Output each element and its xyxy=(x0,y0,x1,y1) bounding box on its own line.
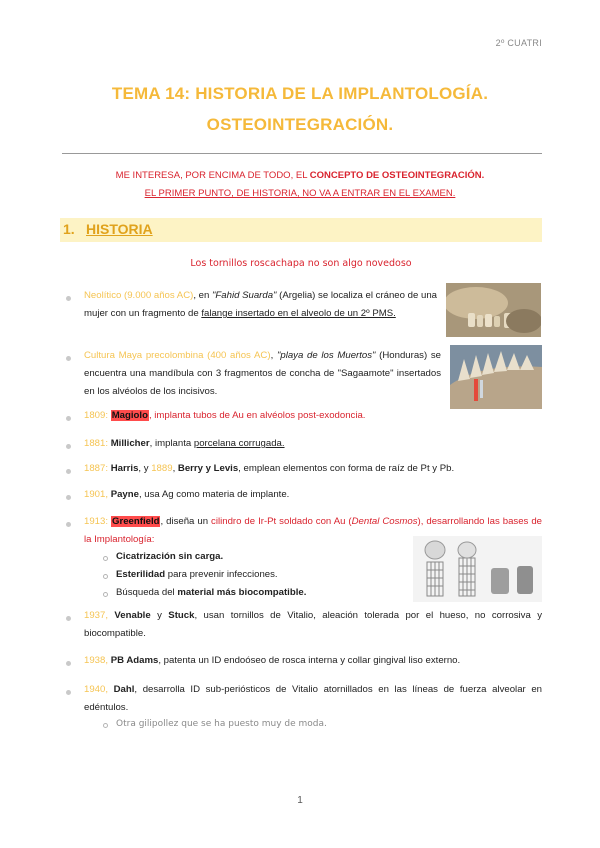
item-name: Dahl xyxy=(113,684,135,695)
sub-item-text: Búsqueda del xyxy=(116,587,178,598)
bullet-icon xyxy=(66,495,71,500)
section-name: HISTORIA xyxy=(86,221,153,237)
list-item-maya xyxy=(84,347,441,401)
title-divider xyxy=(62,153,542,154)
mandible-photo-icon xyxy=(450,345,542,409)
list-item-1937 xyxy=(84,607,542,643)
item-name: Greenfield xyxy=(112,516,160,527)
item-name: Magiolo xyxy=(111,410,148,421)
list-item-neolitico xyxy=(84,287,437,323)
list-item-1881 xyxy=(84,435,285,453)
header-tag: 2º CUATRI xyxy=(495,38,542,48)
greenfield-implant-photo xyxy=(413,536,542,602)
item-italic: Dental Cosmos xyxy=(351,516,418,527)
page-title xyxy=(60,78,540,140)
section-subtitle: Los tornillos roscachapa no son algo novedoso xyxy=(190,258,412,269)
item-text: y xyxy=(150,610,169,621)
section-number: 1. xyxy=(63,221,75,237)
title-line-2: OSTEOINTEGRACIÓN. xyxy=(206,115,394,134)
sub-item-3 xyxy=(116,584,306,602)
bullet-icon xyxy=(66,356,71,361)
page-number: 1 xyxy=(297,795,303,806)
item-date: 1913: xyxy=(84,516,109,527)
list-item-1901 xyxy=(84,486,289,504)
item-date: 1937, xyxy=(84,610,109,621)
bullet-icon xyxy=(66,522,71,527)
sub-item-bold: material más biocompatible. xyxy=(177,587,307,598)
sub-item-1 xyxy=(116,548,223,566)
item-name: Venable xyxy=(114,610,151,621)
bullet-icon xyxy=(66,690,71,695)
item-text: , implanta tubos de Au en alvéolos post-exodoncia. xyxy=(148,410,366,421)
list-item-1809 xyxy=(84,407,365,425)
item-text: , en xyxy=(193,290,213,301)
item-name: PB Adams xyxy=(110,655,159,666)
bullet-icon xyxy=(66,661,71,666)
item-text: ), desarrollando las bases de la Implantología: xyxy=(84,516,543,545)
item-date: 1809: xyxy=(84,410,109,421)
list-item-1887 xyxy=(84,460,454,478)
item-place: "Fahid Suarda" xyxy=(212,290,277,301)
item-name: Payne xyxy=(110,489,139,500)
sub-bullet-icon xyxy=(103,574,108,579)
item-text: (Argelia) se localiza el cráneo de una mujer con un fragmento de xyxy=(84,290,437,319)
list-item-1938 xyxy=(84,652,460,670)
item-text: , usan tornillos de Vitalio, aleación tolerada por el hueso, no corrosiva y biocompatible. xyxy=(84,610,542,639)
notice-text: ME INTERESA, POR ENCIMA DE TODO, EL xyxy=(115,170,310,181)
item-text: , xyxy=(172,463,178,474)
item-name: Millicher xyxy=(110,438,150,449)
sub-bullet-icon xyxy=(103,592,108,597)
item-date: 1881: xyxy=(84,438,109,449)
skull-photo-icon xyxy=(446,283,541,337)
item-text: cilindro de Ir-Pt soldado con Au ( xyxy=(211,516,352,527)
item-date: Neolítico (9.000 años AC) xyxy=(84,290,194,301)
sub-item-text: para prevenir infecciones. xyxy=(165,569,278,580)
sub-item-dahl: Otra gilipollez que se ha puesto muy de moda. xyxy=(116,719,327,729)
bullet-icon xyxy=(66,616,71,621)
item-date: 1887: xyxy=(84,463,109,474)
implant-photo-icon xyxy=(413,536,542,602)
item-date: Cultura Maya precolombina (400 años AC) xyxy=(84,350,271,361)
sub-item-2 xyxy=(116,566,278,584)
sub-item-bold: Cicatrización sin carga. xyxy=(116,551,224,562)
bullet-icon xyxy=(66,296,71,301)
item-text: , usa Ag como materia de implante. xyxy=(138,489,290,500)
item-text: , patenta un ID endoóseo de rosca interna y collar gingival liso externo. xyxy=(158,655,461,666)
item-place: "playa de los Muertos" xyxy=(276,350,376,361)
item-name: Berry y Levis xyxy=(177,463,239,474)
item-name: Stuck xyxy=(168,610,195,621)
item-underlined: falange insertado en el alveolo de un 2º PMS. xyxy=(201,308,396,319)
notice-line-1 xyxy=(60,167,540,185)
item-date: 1901, xyxy=(84,489,109,500)
exam-notice xyxy=(60,167,540,203)
notice-bold: CONCEPTO DE OSTEOINTEGRACIÓN. xyxy=(309,170,485,181)
item-text: (Honduras) se encuentra una mandíbula con 3 fragmentos de concha de "Sagaamote" insertados en los alvéolos de los incisivos. xyxy=(84,350,441,397)
list-item-1940 xyxy=(84,681,542,717)
bullet-icon xyxy=(66,416,71,421)
title-line-1: TEMA 14: HISTORIA DE LA IMPLANTOLOGÍA. xyxy=(111,84,489,103)
bullet-icon xyxy=(66,469,71,474)
skull-photo xyxy=(446,283,541,337)
maya-mandible-photo xyxy=(450,345,542,409)
item-text: , desarrolla ID sub-periósticos de Vitalio atornillados en las líneas de fuerza alveolar en edéntulos. xyxy=(84,684,542,713)
notice-line-2: EL PRIMER PUNTO, DE HISTORIA, NO VA A ENTRAR EN EL EXAMEN. xyxy=(144,188,456,199)
item-text: , y xyxy=(138,463,152,474)
item-text: , emplean elementos con forma de raíz de Pt y Pb. xyxy=(238,463,455,474)
item-text: , xyxy=(270,350,277,361)
item-date: 1940, xyxy=(84,684,109,695)
bullet-icon xyxy=(66,444,71,449)
item-text: , diseña un xyxy=(160,516,212,527)
sub-item-bold: Esterilidad xyxy=(116,569,166,580)
item-date: 1938, xyxy=(84,655,109,666)
sub-bullet-icon xyxy=(103,556,108,561)
item-text: , implanta xyxy=(149,438,194,449)
item-underlined: porcelana corrugada. xyxy=(193,438,285,449)
item-date: 1889 xyxy=(151,463,173,474)
sub-bullet-icon xyxy=(103,723,108,728)
item-name: Harris xyxy=(110,463,139,474)
section-header xyxy=(60,218,542,242)
